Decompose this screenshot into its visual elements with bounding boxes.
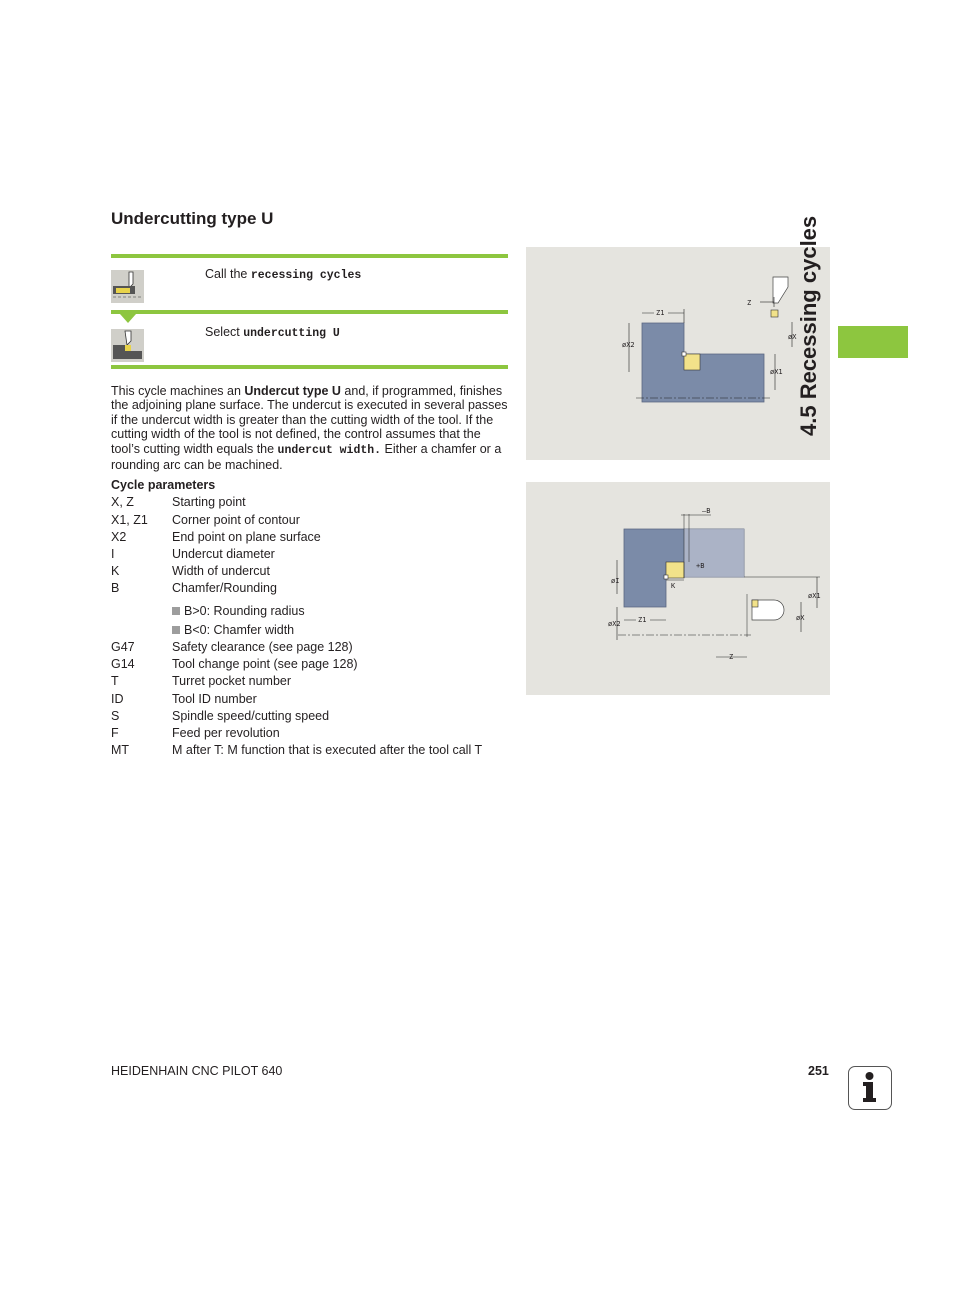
fig2-label-z: Z (729, 653, 734, 661)
param-row (111, 657, 358, 671)
param-sub-item (172, 604, 305, 618)
param-key: G14 (111, 657, 135, 671)
fig2-label-x: øX (796, 614, 805, 622)
param-row (111, 726, 280, 740)
param-desc: Turret pocket number (172, 674, 292, 688)
param-key: S (111, 709, 120, 723)
param-row (111, 674, 291, 688)
param-key: K (111, 564, 120, 578)
param-key: X2 (111, 530, 127, 544)
param-desc: Tool change point (see page 128) (172, 657, 358, 671)
param-desc: End point on plane surface (172, 530, 321, 544)
param-key: X1, Z1 (111, 513, 148, 527)
intro-text-3: Either a chamfer or a rounding arc can be machined. (111, 441, 502, 473)
chapter-tab (838, 326, 908, 358)
param-desc: Safety clearance (see page 128) (172, 640, 353, 654)
step-arrow-icon (120, 314, 136, 323)
fig2-label-x1: øX1 (808, 592, 821, 600)
fig1-label-x: øX (788, 333, 797, 341)
bullet-icon (172, 607, 180, 615)
param-desc: Corner point of contour (172, 513, 300, 527)
fig2-label-x2: øX2 (608, 620, 621, 628)
intro-text-1: This cycle machines an (111, 384, 245, 398)
param-row (111, 581, 277, 595)
param-desc: Feed per revolution (172, 726, 280, 740)
param-row (111, 530, 321, 544)
param-desc: Chamfer/Rounding (172, 581, 277, 595)
step-rule (111, 365, 508, 369)
param-desc: Undercut diameter (172, 547, 275, 561)
param-row (111, 709, 329, 723)
params-heading: Cycle parameters (111, 478, 216, 492)
step-1-text (205, 267, 361, 282)
param-row (111, 640, 353, 654)
param-key: G47 (111, 640, 135, 654)
page-number: 251 (808, 1064, 829, 1078)
param-row (111, 513, 300, 527)
param-desc: Width of undercut (172, 564, 270, 578)
recess-tool-icon[interactable] (111, 270, 144, 303)
param-desc: Tool ID number (172, 692, 257, 706)
footer-product: HEIDENHAIN CNC PILOT 640 (111, 1064, 283, 1078)
param-sub-text: B<0: Chamfer width (184, 623, 295, 637)
param-key: X, Z (111, 495, 134, 509)
param-key: B (111, 581, 120, 595)
fig2-label-plus-b: +B (696, 562, 705, 570)
param-row (111, 692, 257, 706)
intro-code: undercut width. (277, 443, 382, 457)
param-key: F (111, 726, 119, 740)
param-row (111, 547, 275, 561)
step-2-text (205, 325, 340, 340)
step-rule (111, 310, 508, 314)
param-row (111, 495, 246, 509)
param-row (111, 743, 482, 757)
step-2-code: undercutting U (243, 327, 340, 340)
param-sub-item (172, 623, 294, 637)
param-sub-text: B>0: Rounding radius (184, 604, 305, 618)
intro-bold: Undercut type U (244, 384, 341, 398)
step-2-prefix: Select (205, 325, 244, 339)
param-key: ID (111, 692, 124, 706)
bullet-icon (172, 626, 180, 634)
intro-text-2: and, if programmed, finishes the adjoining plane surface. The undercut is executed in several passes if the undercut width is greater than the cutting width of the tool. If the cutting width of the tool is not defined, the control assumes that the tool’s cutting width equals the (111, 384, 508, 456)
fig2-label-z1: Z1 (638, 616, 647, 624)
step-1-prefix: Call the (205, 267, 251, 281)
fig1-label-z: Z (747, 299, 752, 307)
fig2-label-i: øI (611, 577, 620, 585)
chapter-title: 4.5 Recessing cycles (796, 215, 821, 436)
param-key: I (111, 547, 115, 561)
param-desc: Spindle speed/cutting speed (172, 709, 330, 723)
undercut-icon[interactable] (111, 329, 144, 362)
info-icon[interactable] (848, 1066, 892, 1110)
figure-undercut-overview (526, 247, 830, 460)
figure-undercut-detail (526, 482, 830, 695)
param-row (111, 564, 270, 578)
param-desc: M after T: M function that is executed after the tool call T (172, 743, 483, 757)
fig1-label-z1: Z1 (656, 309, 665, 317)
param-key: MT (111, 743, 130, 757)
fig2-label-k: K (671, 582, 676, 590)
fig2-label-minus-b: –B (702, 507, 711, 515)
step-1-code: recessing cycles (250, 269, 362, 282)
section-title: Undercutting type U (111, 209, 274, 228)
param-key: T (111, 674, 119, 688)
fig1-label-x1: øX1 (770, 368, 783, 376)
intro-paragraph (111, 384, 509, 472)
param-desc: Starting point (172, 495, 246, 509)
fig1-label-x2: øX2 (622, 341, 635, 349)
step-rule (111, 254, 508, 258)
